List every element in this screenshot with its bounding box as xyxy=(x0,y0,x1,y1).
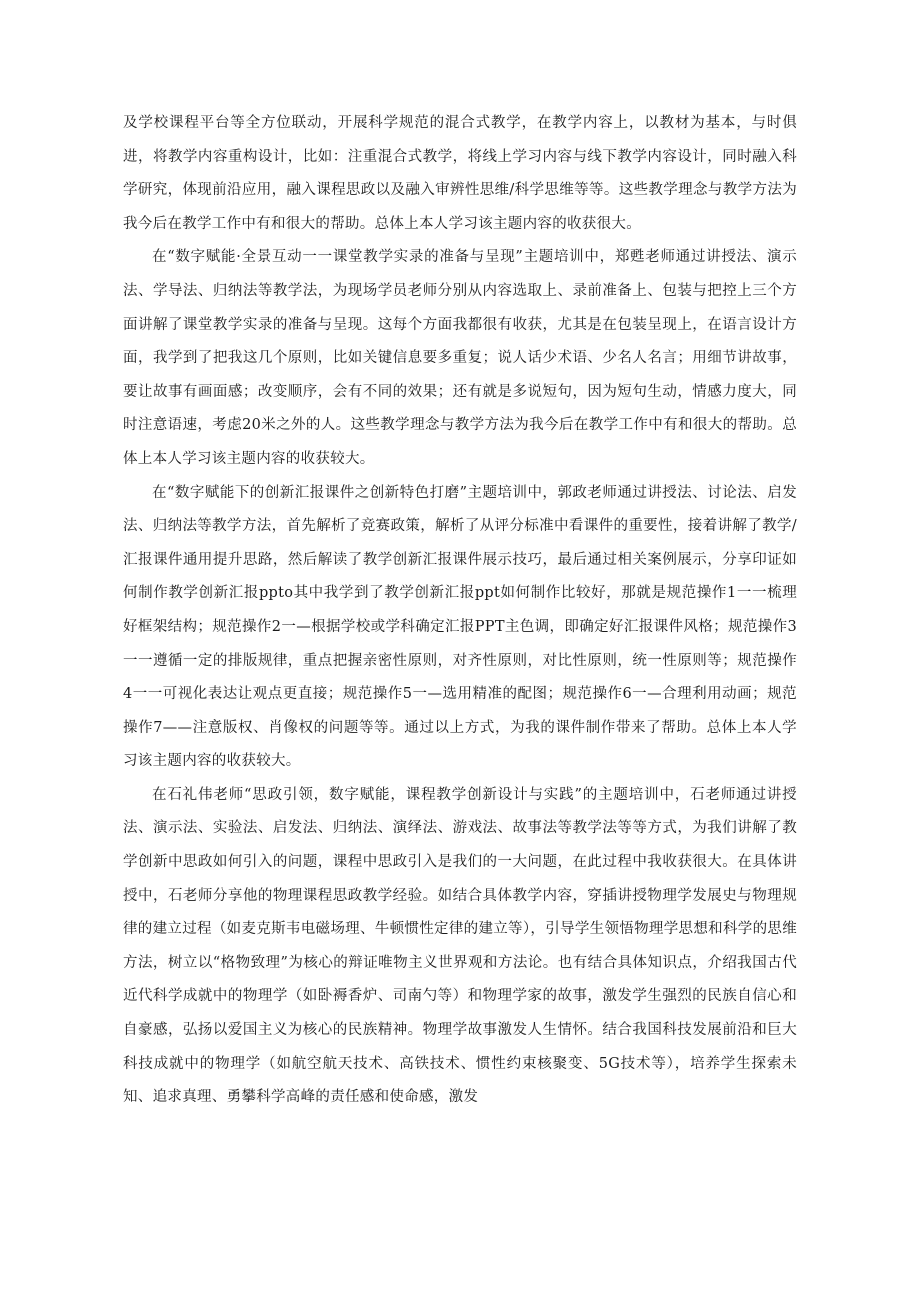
paragraph-4: 在石礼伟老师“思政引领，数字赋能，课程教学创新设计与实践”的主题培训中，石老师通过讲授法、演示法、实验法、启发法、归纳法、演绎法、游戏法、故事法等教学法等等方式，为我们讲解了教学创新中思政如何引入的问题，课程中思政引入是我们的一大问题，在此过程中我收获很大。在具体讲授中，石老师分享他的物理课程思政教学经验。如结合具体教学内容，穿插讲授物理学发展史与物理规律的建立过程（如麦克斯韦电磁场理、牛顿惯性定律的建立等），引导学生领悟物理学思想和科学的思维方法，树立以“格物致理”为核心的辩证唯物主义世界观和方法论。也有结合具体知识点，介绍我国古代近代科学成就中的物理学（如卧褥香炉、司南勺等）和物理学家的故事，激发学生强烈的民族自信心和自豪感，弘扬以爱国主义为核心的民族精神。物理学故事激发人生情怀。结合我国科技发展前沿和巨大科技成就中的物理学（如航空航天技术、高铁技术、惯性约束核聚变、5G技术等），培养学生探索未知、追求真理、勇攀科学高峰的责任感和使命感，激发 xyxy=(123,786,797,1106)
paragraph-3: 在“数字赋能下的创新汇报课件之创新特色打磨”主题培训中，郭政老师通过讲授法、讨论法、启发法、归纳法等教学方法，首先解析了竞赛政策，解析了从评分标准中看课件的重要性，接着讲解了教学/汇报课件通用提升思路，然后解读了教学创新汇报课件展示技巧，最后通过相关案例展示，分享印证如何制作教学创新汇报pptο其中我学到了教学创新汇报ppt如何制作比较好，那就是规范操作1一一梳理好框架结构；规范操作2一—根据学校或学科确定汇报PPT主色调，即确定好汇报课件风格；规范操作3一一遵循一定的排版规律，重点把握亲密性原则，对齐性原则，对比性原则，统一性原则等；规范操作4一一可视化表达让观点更直接；规范操作5一—选用精准的配图；规范操作6一—合理利用动画；规范操作7——注意版权、肖像权的问题等等。通过以上方式，为我的课件制作带来了帮助。总体上本人学习该主题内容的收获较大。 xyxy=(123,484,797,770)
paragraph-1: 及学校课程平台等全方位联动，开展科学规范的混合式教学，在教学内容上，以教材为基本，与时俱进，将教学内容重构设计，比如：注重混合式教学，将线上学习内容与线下教学内容设计，同时融入科学研究，体现前沿应用，融入课程思政以及融入审辨性思维/科学思维等等。这些教学理念与教学方法为我今后在教学工作中有和很大的帮助。总体上本人学习该主题内容的收获很大。 xyxy=(123,115,797,232)
document-body xyxy=(123,107,797,1115)
paragraph-2: 在“数字赋能·全景互动一一课堂教学实录的准备与呈现”主题培训中，郑甦老师通过讲授法、演示法、学导法、归纳法等教学法，为现场学员老师分别从内容选取上、录前准备上、包装与把控上三个方面讲解了课堂教学实录的准备与呈现。这每个方面我都很有收获，尤其是在包装呈现上，在语言设计方面，我学到了把我这几个原则，比如关键信息要多重复；说人话少术语、少名人名言；用细节讲故事，要让故事有画面感；改变顺序，会有不同的效果；还有就是多说短句，因为短句生动，情感力度大，同时注意语速，考虑20米之外的人。这些教学理念与教学方法为我今后在教学工作中有和很大的帮助。总体上本人学习该主题内容的收获较大。 xyxy=(123,249,797,467)
